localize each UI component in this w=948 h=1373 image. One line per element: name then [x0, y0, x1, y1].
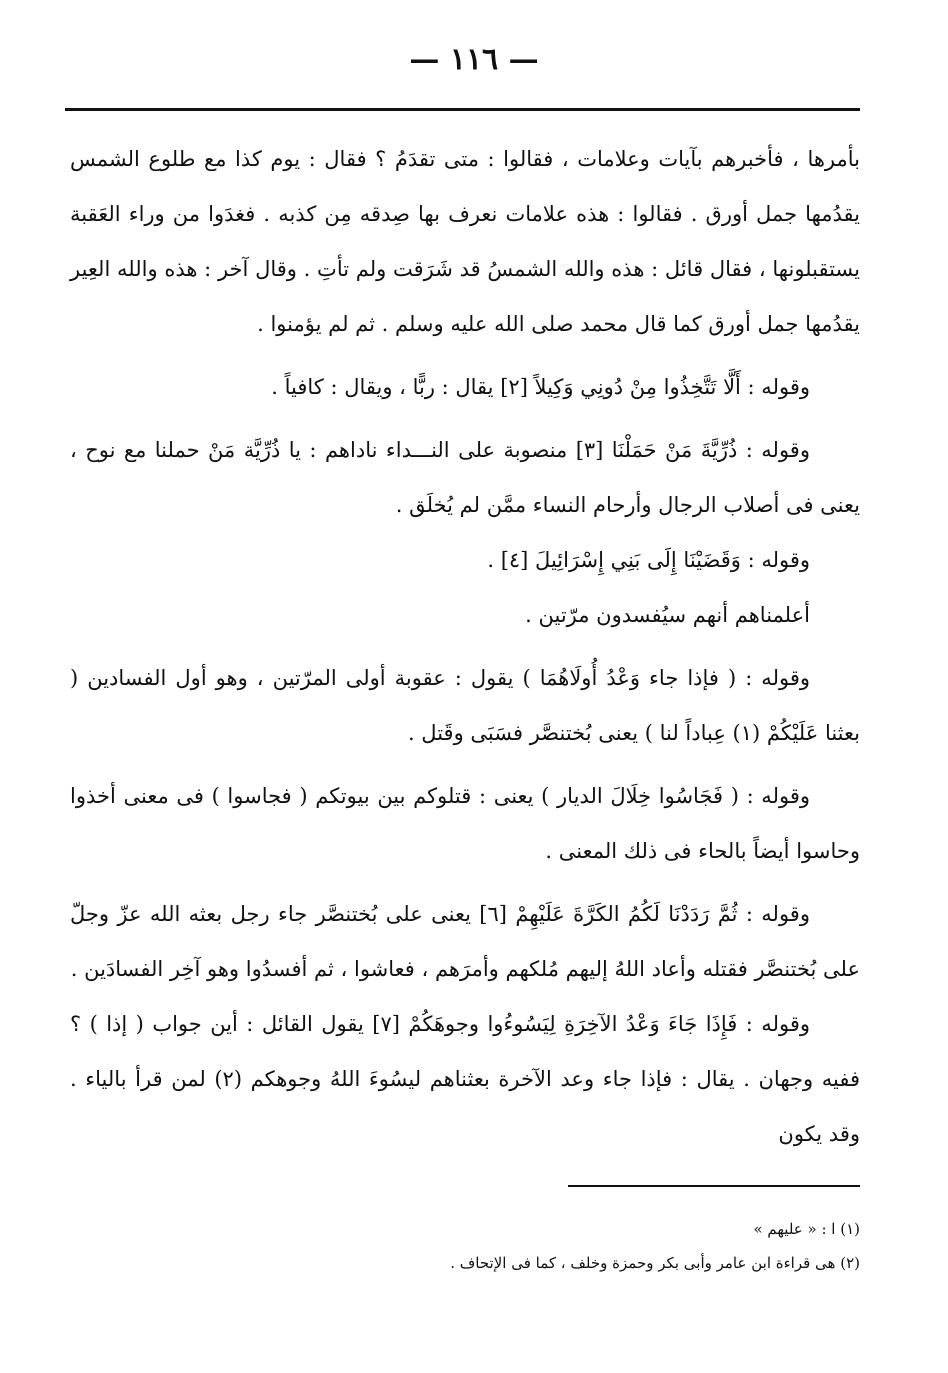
paragraph: بأمرها ، فأخبرهم بآيات وعلامات ، فقالوا : متى تقدَمُ ؟ فقال : يوم كذا مع طلوع الشمس يقدُمها جمل أورق . فقالوا : هذه علامات نعرف بها صِدقه مِن كذبه . فغدَوا من وراء العَقبة يستقبلونها ، فقال قائل : هذه والله الشمسُ قد شَرَقت ولم تأتِ . وقال آخر : هذه والله العِير يقدُمها جمل أورق كما قال محمد صلى الله عليه وسلم . ثم لم يؤمنوا .	[70, 147, 860, 336]
paragraph: وقوله : ( فإذا جاء وَعْدُ أُولَاهُمَا ) يقول : عقوبة أولى المرّتين ، وهو أول الفسادين ( بعثنا عَلَيْكُمْ (١) عِباداً لنا ) يعنى بُختنصَّر فسَبَى وقَتل .	[70, 666, 860, 745]
paragraph: وقوله : ( فَجَاسُوا خِلَالَ الديار ) يعنى : قتلوكم بين بيوتكم ( فجاسوا ) فى معنى أخذوا وحاسوا أيضاً بالحاء فى ذلك المعنى .	[70, 784, 860, 863]
main-text	[70, 132, 860, 1162]
footnote: (١) ا : « عليهم »	[753, 1220, 860, 1238]
footnote-rule	[568, 1185, 860, 1187]
paragraph: وقوله : ذُرِّيَّةَ مَنْ حَمَلْنَا [٣] منصوبة على النـــداء ناداهم : يا ذُرِّيَّة مَنْ حملنا مع نوح ، يعنى فى أصلاب الرجال وأرحام النساء ممَّن لم يُخلَق .	[70, 438, 860, 517]
header-rule	[65, 108, 860, 111]
paragraph: وقوله : أَلَّا تَتَّخِذُوا مِنْ دُونِي وَكِيلاً [٢] يقال : ربًّا ، ويقال : كافياً .	[271, 375, 810, 399]
paragraph: وقوله : فَإِذَا جَاءَ وَعْدُ الآخِرَةِ لِيَسُوءُوا وجوهَكُمْ [٧] يقول القائل : أين جواب ( إذا ) ؟ ففيه وجهان . يقال : فإذا جاء وعد الآخرة بعثناهم ليسُوءَ اللهُ وجوهكم (٢) لمن قرأ بالياء . وقد يكون	[70, 1012, 860, 1146]
paragraph: أعلمناهم أنهم سيُفسدون مرّتين .	[525, 603, 810, 627]
footnote: (٢) هى قراءة ابن عامر وأبى بكر وحمزة وخلف ، كما فى الإتحاف .	[450, 1254, 860, 1272]
paragraph: وقوله : وَقَضَيْنَا إِلَى بَنِي إِسْرَائِيلَ [٤] .	[487, 548, 810, 572]
page-number: — ١١٦ —	[409, 42, 539, 77]
footnotes	[340, 1212, 860, 1280]
paragraph: وقوله : ثُمَّ رَدَدْنَا لَكُمُ الكَرَّةَ عَلَيْهِمْ [٦] يعنى على بُختنصَّر جاء رجل بعثه الله عزّ وجلّ على بُختنصَّر فقتله وأعاد اللهُ إليهم مُلكهم وأمرَهم ، فعاشوا ، ثم أفسدُوا وهو آخِر الفسادَين .	[70, 902, 860, 981]
